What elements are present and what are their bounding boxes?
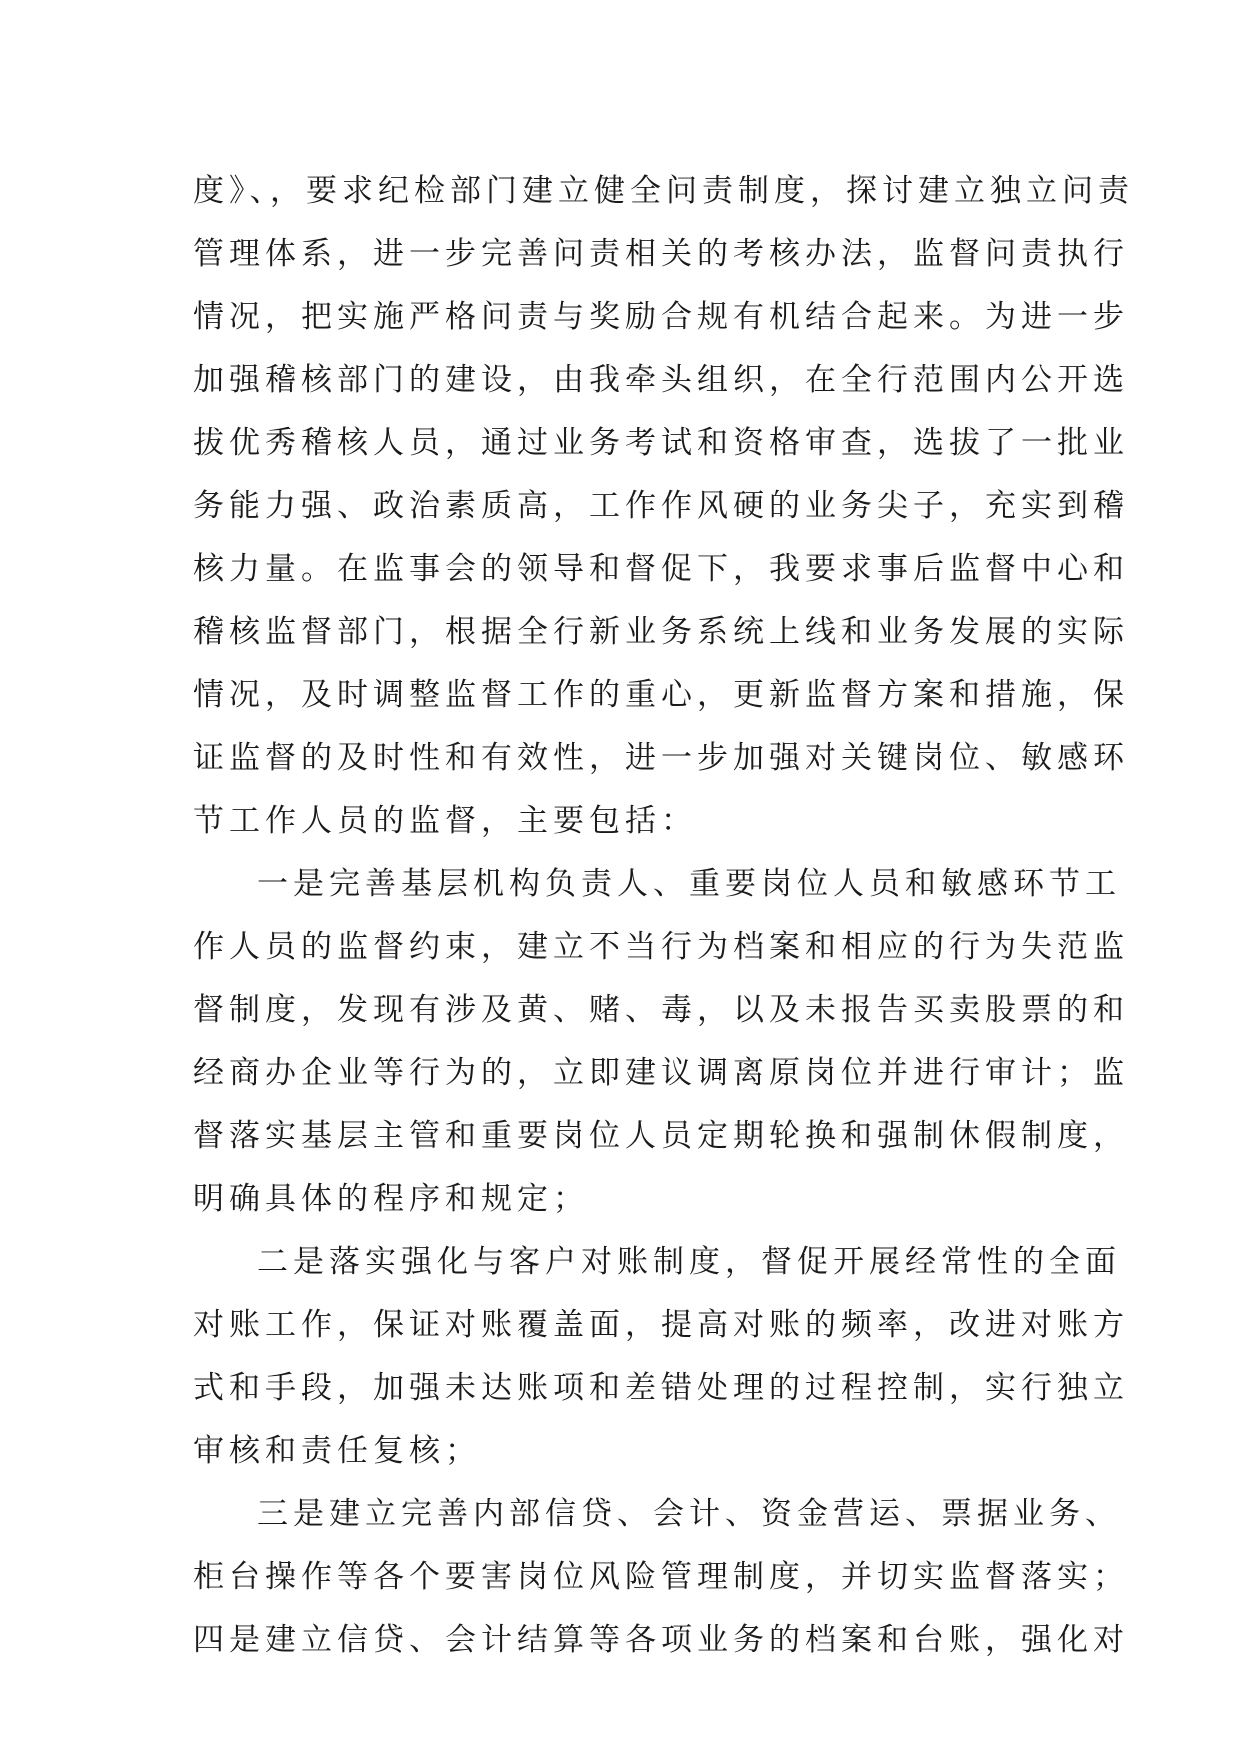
text-line: 审核和责任复核； (193, 1433, 481, 1469)
text-line: 度》、，要求纪检部门建立健全问责制度，探讨建立独立问责 (193, 173, 1134, 209)
text-line: 证监督的及时性和有效性，进一步加强对关键岗位、敏感环 (193, 740, 1129, 776)
text-line: 务能力强、政治素质高，工作作风硬的业务尖子，充实到稽 (193, 488, 1129, 524)
text-line: 明确具体的程序和规定； (193, 1181, 589, 1217)
paragraph-first-line: 三是建立完善内部信贷、会计、资金营运、票据业务、 (257, 1496, 1121, 1532)
text-line: 加强稽核部门的建设，由我牵头组织，在全行范围内公开选 (193, 362, 1129, 398)
text-line: 四是建立信贷、会计结算等各项业务的档案和台账，强化对 (193, 1622, 1129, 1658)
text-line: 式和手段，加强未达账项和差错处理的过程控制，实行独立 (193, 1370, 1129, 1406)
text-line: 拔优秀稽核人员，通过业务考试和资格审查，选拔了一批业 (193, 425, 1129, 461)
text-line: 对账工作，保证对账覆盖面，提高对账的频率，改进对账方 (193, 1307, 1129, 1343)
text-line: 情况，把实施严格问责与奖励合规有机结合起来。为进一步 (193, 299, 1129, 335)
text-line: 节工作人员的监督，主要包括： (193, 803, 697, 839)
text-line: 经商办企业等行为的，立即建议调离原岗位并进行审计；监 (193, 1055, 1129, 1091)
paragraph-first-line: 二是落实强化与客户对账制度，督促开展经常性的全面 (257, 1244, 1121, 1280)
text-line: 督落实基层主管和重要岗位人员定期轮换和强制休假制度， (193, 1118, 1129, 1154)
text-line: 管理体系，进一步完善问责相关的考核办法，监督问责执行 (193, 236, 1129, 272)
text-line: 核力量。在监事会的领导和督促下，我要求事后监督中心和 (193, 551, 1129, 587)
text-line: 柜台操作等各个要害岗位风险管理制度，并切实监督落实； (193, 1559, 1129, 1595)
text-line: 督制度，发现有涉及黄、赌、毒，以及未报告买卖股票的和 (193, 992, 1129, 1028)
text-line: 作人员的监督约束，建立不当行为档案和相应的行为失范监 (193, 929, 1129, 965)
paragraph-first-line: 一是完善基层机构负责人、重要岗位人员和敏感环节工 (257, 866, 1121, 902)
text-line: 情况，及时调整监督工作的重心，更新监督方案和措施，保 (193, 677, 1129, 713)
text-line: 稽核监督部门，根据全行新业务系统上线和业务发展的实际 (193, 614, 1129, 650)
body-text (193, 160, 1134, 1672)
